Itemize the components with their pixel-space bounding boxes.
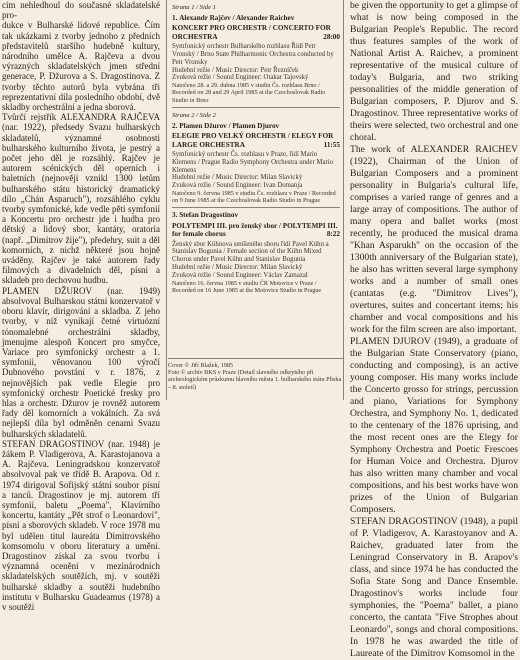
track-music-director: Hudební režie / Music Director: Petr Řezníček	[172, 66, 299, 74]
section-divider	[172, 207, 340, 208]
track-composer: Stefan Dragostinov	[179, 211, 239, 220]
section-divider	[168, 358, 343, 359]
track-number: 1.	[172, 14, 178, 22]
track-composer: Alexandr Rajčev / Alexander Raichev	[179, 14, 295, 22]
track-recording-info: Natočeno 9. června 1985 v studiu Čs. rozhlasu v Praze / Recorded on 9 June 1985 at the Czechoslovak Radio Studio in Prague	[172, 190, 336, 205]
track-title: ELEGIE PRO VELKÝ ORCHESTR / ELEGY FOR LARGE ORCHESTRA	[172, 132, 334, 149]
paragraph-intro: dukce v Bulharské lidové republice. Čím tak ukázkami z tvorby jednoho z předních představitelů staršího hudebně kultury, národního umělce A. Rajčeva a dvou výrazných skladatelských jmen střední generace, P. Džurova a S. Dragostinova. Z tvorby těchto autorů byla vybrána tři reprezentativní díla posledního období, dvě skladby orchestrální a jedna sborová.	[2, 20, 160, 113]
track-item-1	[172, 14, 340, 104]
english-text-column	[345, 0, 520, 660]
track-duration: 11:55	[323, 140, 340, 149]
paragraph-raichev-en: The work of ALEXANDER RAICHEV (1922), Chairman of the Union of Bulgarian Composers and a prominent personality in Bulgaria's cultural life, comprises a varied range of genres and a large array of compositions. The author of many opera and ballet works (most recently, he produced the musical drama "Khan Asparukh" on the occasion of the 1300th anniversary of the Bulgarian state), he also has written several large symphony works and a number of small ones (cantatas (e.g. "Dimitrov Lives"), overtures, suites and concertant items; his chamber and vocal compositions and his work for the film screen are also important.	[350, 144, 518, 335]
track-sound-engineer: Zvuková režie / Sound Engineer: Václav Zamazal	[172, 271, 308, 279]
cover-credits	[168, 355, 343, 391]
paragraph-intro-en: be given the opportunity to get a glimpse of what is now being composed in the Bulgarian People's Republic. The record thus features samples of the work of National Artist A. Raichev, a prominent representative of the musical culture of today's Bulgaria, and two striking personalities of the middle generation of Bulgarian composers, P. Djurov and S. Dragostinov. Three representative works of theirs were selected, two orchestral and one choral.	[350, 0, 518, 143]
paragraph-dragostinov-en: STEFAN DRAGOSTINOV (1948), a pupil of P. Vladigerov, A. Karastoyanov and A. Raichev, graduated later from the Leningrad Conservatory in B. Arapov's class, and since 1974 he has conducted the Sofia State Song and Dance Ensemble. Dragostinov's works include four symphonies, the "Poema" ballet, a piano concerto, the cantata "Five Strophes about Leonardo", songs and choral compositions. In 1978 he was awarded the title of Laureate of the Dimitrov Komsomol in the	[350, 516, 518, 659]
czech-text-column	[0, 0, 164, 612]
track-duration: 8:22	[326, 230, 340, 239]
track-music-director: Hudební režie / Music Director: Milan Slavický	[172, 264, 303, 272]
track-sound-engineer: Zvuková režie / Sound Engineer: Otakar Tajovský	[172, 74, 309, 82]
column-divider-right	[343, 0, 344, 400]
side-a-label: Strana 1 / Side 1	[172, 4, 216, 11]
track-composer: Plamen Džurov / Plamen Djurov	[179, 121, 280, 130]
column-divider-left	[166, 0, 167, 400]
track-music-director: Hudební režie / Music Director: Milan Slavický	[172, 174, 303, 182]
track-performers: Symfonický orchestr Čs. rozhlasu v Praze, řídí Mario Klemens / Prague Radio Symphony Orchestra under Mario Klemens	[172, 151, 334, 174]
paragraph-dragostinov: STEFAN DRAGOSTINOV (nar. 1948) je žákem P. Vladigerova, A. Karastojanova a A. Rajčeva. Leningradskou konzervatoř absolvoval pak ve třídě B. Arapova. Od r. 1974 dirigoval Sofijský státní soubor písní a tanců. Dragostinov je mj. autorem tří symfonií, baletu „Poema", Klavírního koncertu, kantáty „Pět strof o Leonardovi", písní a sborových skladeb. V roce 1978 mu byl udělen titul laureáta Dimitrovského komsomolu v oboru literatury a umění. Dragostinov získal za svou tvorbu i významná ocenění v mezinárodních skladatelských soutěžích, mj. v soutěži bulharské skladby a soutěži hudebního institutu v Bulharsku Guadeamus (1978) a v soutěži	[2, 438, 160, 612]
paragraph-intro-fragment: cím nehledhoul do současné skladatelské pro-	[2, 0, 160, 21]
track-recording-info: Natočeno 16. června 1985 v studiu ČR Motovice v Praze / Recorded on 16 June 1985 at the Motovice Studio in Prague	[172, 279, 322, 294]
paragraph-dzurov: PLAMEN DŽUROV (nar. 1949) absolvoval Bulharskou státní konzervatoř v oboru klavír, dirigování a skladba. Z jeho tvorby, v níž vynikají četné virtuózní tónomalebné orchestrální skladby, jmenujme alespoň Koncert pro smyčce, Variace pro symfonický orchestr a 1. symfonii, věnovanou 100 výročí Dubnového povstání v r. 1876, z nejnovějších pak vedle Elegie pro symfonický orchestr Poetické fresky pro hlas a orchestr. Džurov je rovněž autorem řady děl komorních a vokálních. Za svá nejlepší díla byl odměněn cenami Svazu bulharských skladatelů.	[2, 285, 160, 439]
track-listing-column	[168, 0, 343, 294]
track-title: POLYTEMPI III. pro ženský sbor / POLYTEMPI III. for female chorus	[172, 221, 338, 239]
track-number: 2.	[172, 121, 178, 130]
paragraph-djurov-en: PLAMEN DJUROV (1949), a graduate of the Bulgarian State Conservatory (piano, conducting and composing), is an active young composer. His many works include the Concerto grosso for strings, percussion and piano, Variations for Symphony Orchestra, and Symphony No. 1, dedicated to the centenary of the 1876 uprising, and the most recent ones are the Elegy for Symphony Orchestra and Poetic Frescoes for Human Voice and Orchestra. Djurov has also written many chamber and vocal compositions, and his best works have won prizes of the Union of Bulgarian Composers.	[350, 336, 518, 515]
cover-credit-line: Cover © Jiří Blažek, 1985	[168, 362, 234, 369]
track-recording-info: Natočeno 28. a 29. dubna 1985 v studiu Čs. rozhlasu Brno / Recorded on 28 and 29 April 1985 at the Czechoslovak Radio Studio in Brno	[172, 82, 326, 104]
track-number: 3.	[172, 211, 178, 220]
side-b-label: Strana 2 / Side 2	[172, 111, 216, 119]
photo-credit-line: Foto © archív BKS v Praze (Detail slavného odkrytého při archeologickém průzkumu hlavního města 1. bulharského státu Pliska – 8. století)	[168, 369, 342, 391]
track-item-2	[172, 122, 340, 205]
track-sound-engineer: Zvuková režie / Sound Engineer: Ivan Domanja	[172, 182, 303, 190]
paragraph-rajcev: Tvůrčí rejstřík ALEXANDRA RAJČEVA (nar. 1922), předsedy Svazu bulharských skladatelů, významné osobnosti bulharského kulturního života, je pestrý a počet jeho děl je rozsáhlý. Rajčev je autorem scénických děl operních i baletních (nejnověji vznikl 1300 letům bulharského státu historický dramatický dílo „Chán Asparuch"), rozsáhlého cyklu tvorby symfonické, kde vedle pěti symfonií a Koncertu pro orchestr jde i hudba pro dětský a lidový sbor, kantáty, oratoria (např. „Dimitrov žije"), předehry, suit a děl komorních, z nichž některé jsou hojně uváděny. Rajčev je také autorem řady filmových a divadelních děl, písní a skladeb pro dechovou hudbu.	[2, 112, 160, 286]
section-divider	[172, 107, 340, 108]
track-performers: Symfonický orchestr Bulharského rozhlasu Řídí Petr Vronský / Brno State Philharmonic Orchestra conducted by Petr Vronsky	[172, 43, 334, 66]
track-duration: 28:00	[323, 32, 340, 41]
track-title: KONCERT PRO ORCHESTR / CONCERTO FOR ORCHESTRA	[172, 24, 331, 41]
track-item-3	[172, 211, 340, 294]
track-performers: Ženský sbor Kühnova smíšeného sboru řídí Pavel Kühn a Stanislav Bogunia / Female section of the Kühn Mixed Chorus under Pavel Kühn and Stanislav Bogunia	[172, 240, 329, 264]
